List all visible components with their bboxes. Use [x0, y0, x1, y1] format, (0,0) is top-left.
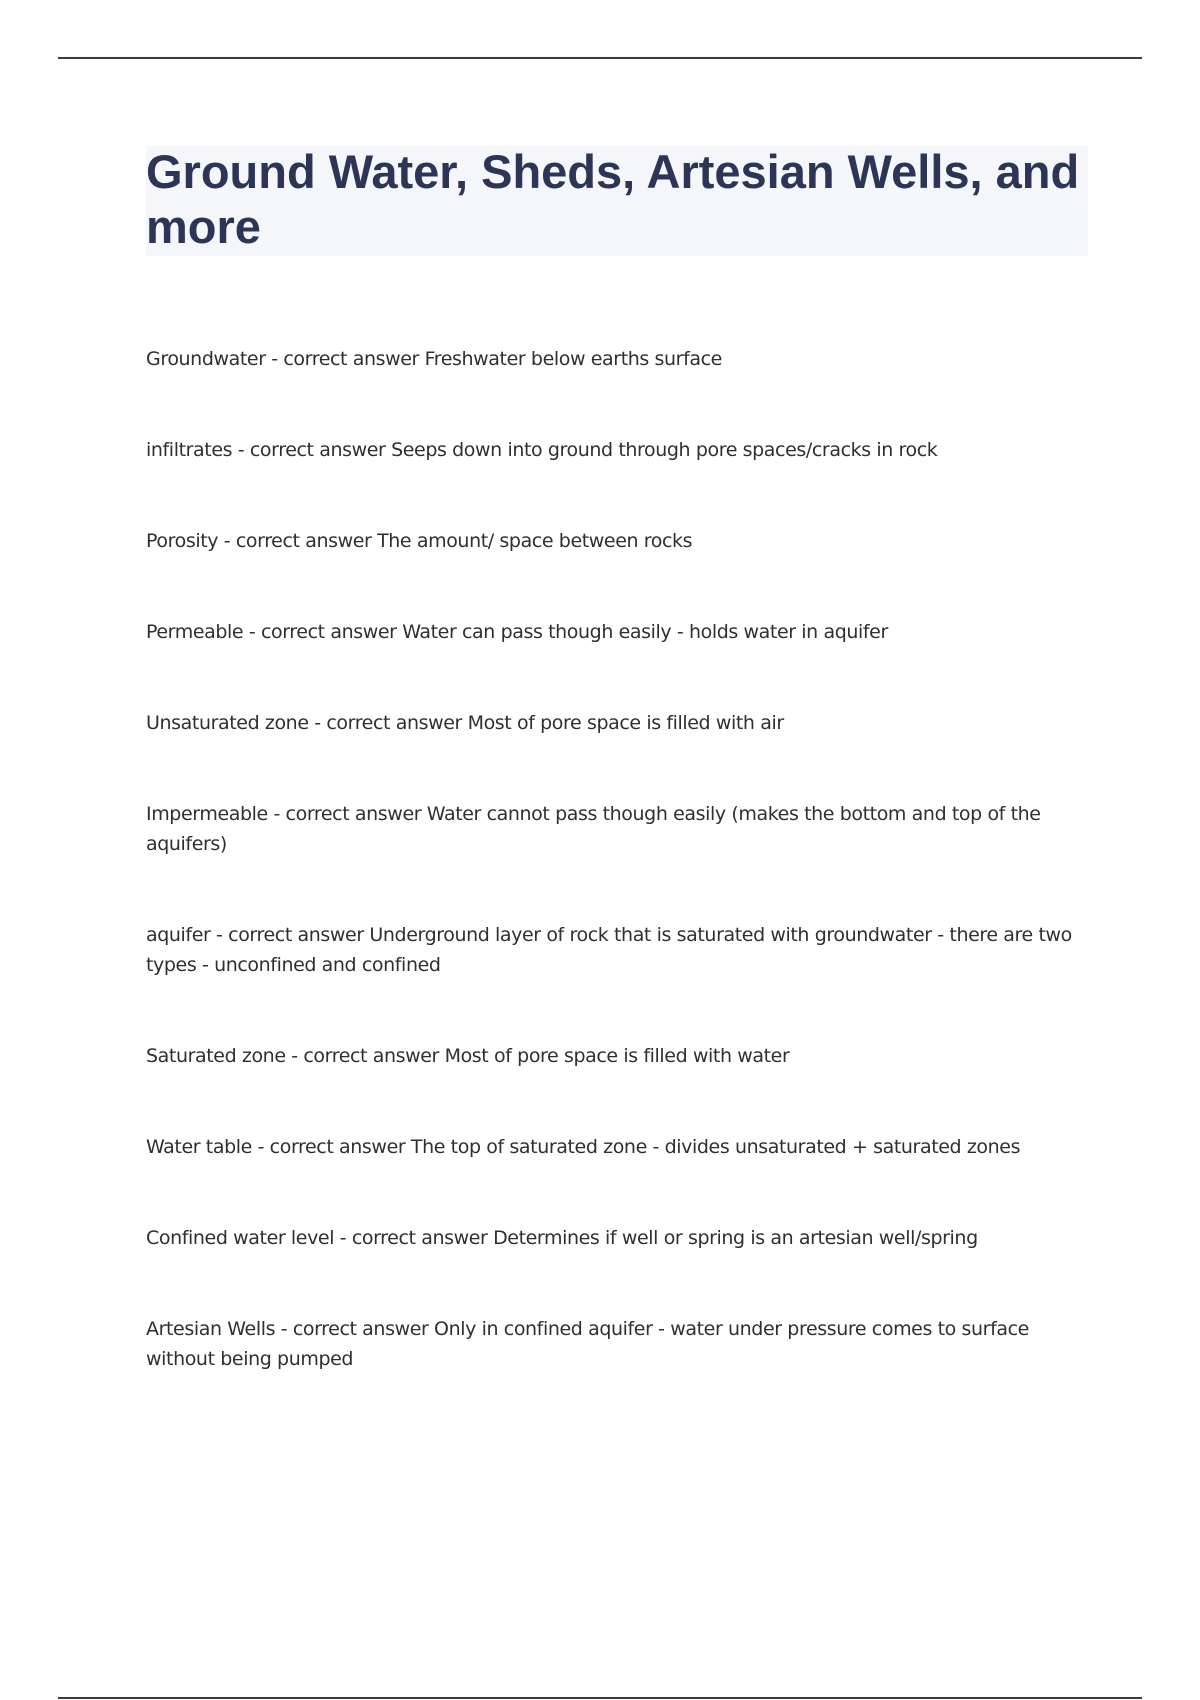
entry-definition: Water can pass though easily - holds water in aquifer	[402, 621, 888, 643]
entry-separator: - correct answer	[232, 439, 392, 461]
entry-term: Porosity	[146, 530, 219, 552]
entry-separator: - correct answer	[285, 1045, 445, 1067]
entry-definition: Only in confined aquifer - water under pressure comes to surface without being pumped	[146, 1318, 1029, 1370]
flashcard-entry	[146, 920, 1086, 980]
entry-term: aquifer	[146, 924, 211, 946]
flashcard-entry	[146, 1314, 1086, 1374]
entry-term: Permeable	[146, 621, 244, 643]
entry-separator: - correct answer	[218, 530, 378, 552]
flashcard-entry	[146, 526, 1086, 556]
entry-definition: The amount/ space between rocks	[377, 530, 693, 552]
flashcard-entry	[146, 799, 1086, 859]
entry-separator: - correct answer	[265, 348, 425, 370]
flashcard-entry	[146, 1223, 1086, 1253]
entry-definition: Underground layer of rock that is saturated with groundwater - there are two types - unconfined and confined	[146, 924, 1072, 976]
entry-term: Artesian Wells	[146, 1318, 276, 1340]
page-title: Ground Water, Sheds, Artesian Wells, and more	[146, 145, 1080, 253]
entry-separator: - correct answer	[243, 621, 403, 643]
entry-term: Confined water level	[146, 1227, 335, 1249]
page-bottom-rule	[58, 1697, 1142, 1699]
flashcard-list	[146, 344, 1086, 1435]
entry-definition: Seeps down into ground through pore spaces/cracks in rock	[391, 439, 938, 461]
flashcard-entry	[146, 708, 1086, 738]
entry-definition: Most of pore space is filled with water	[444, 1045, 790, 1067]
flashcard-entry	[146, 617, 1086, 647]
entry-definition: Most of pore space is filled with air	[467, 712, 784, 734]
entry-separator: - correct answer	[251, 1136, 411, 1158]
flashcard-entry	[146, 435, 1086, 465]
entry-term: Water table	[146, 1136, 252, 1158]
entry-separator: - correct answer	[267, 803, 427, 825]
title-box	[146, 146, 1088, 256]
flashcard-entry	[146, 1132, 1086, 1162]
entry-definition: The top of saturated zone - divides unsaturated + saturated zones	[410, 1136, 1021, 1158]
entry-term: infiltrates	[146, 439, 233, 461]
flashcard-entry	[146, 1041, 1086, 1071]
entry-definition: Determines if well or spring is an artesian well/spring	[493, 1227, 978, 1249]
entry-separator: - correct answer	[334, 1227, 494, 1249]
entry-term: Unsaturated zone	[146, 712, 309, 734]
entry-separator: - correct answer	[210, 924, 370, 946]
entry-definition: Freshwater below earths surface	[424, 348, 722, 370]
entry-separator: - correct answer	[275, 1318, 435, 1340]
entry-definition: Water cannot pass though easily (makes the bottom and top of the aquifers)	[146, 803, 1041, 855]
entry-term: Saturated zone	[146, 1045, 286, 1067]
entry-term: Groundwater	[146, 348, 266, 370]
flashcard-entry	[146, 344, 1086, 374]
entry-term: Impermeable	[146, 803, 268, 825]
page-top-rule	[58, 57, 1142, 59]
entry-separator: - correct answer	[308, 712, 468, 734]
